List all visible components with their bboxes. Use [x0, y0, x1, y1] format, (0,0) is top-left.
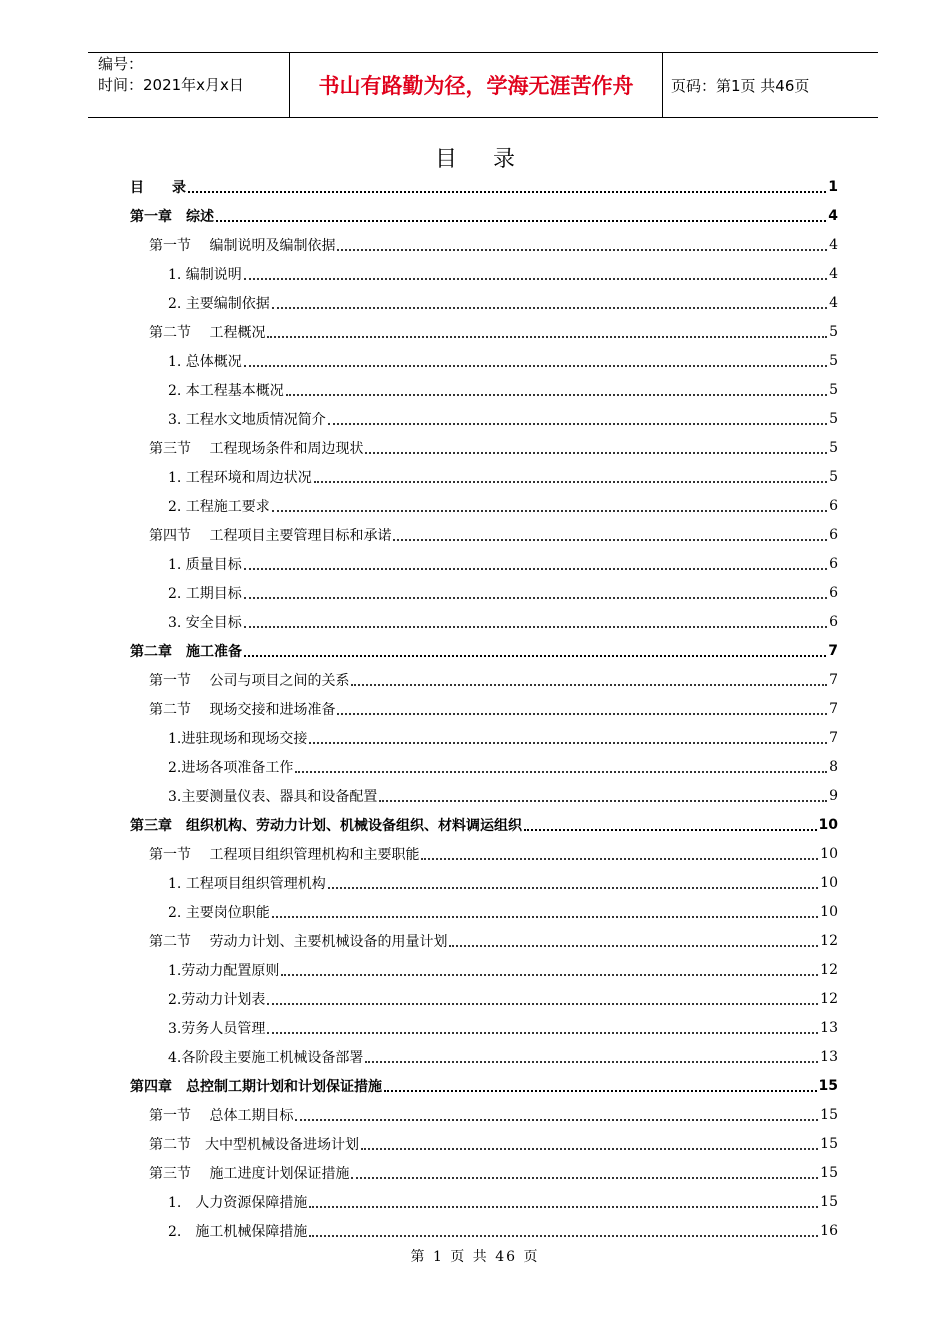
toc-entry-label: 第二节 劳动力计划、主要机械设备的用量计划	[149, 933, 448, 950]
toc-entry-label: 第一节 工程项目组织管理机构和主要职能	[149, 846, 420, 863]
toc-entry[interactable]	[130, 868, 838, 897]
page-header	[88, 52, 878, 118]
toc-entry-label: 第一章 综述	[130, 208, 214, 225]
toc-leader-dots	[309, 1205, 818, 1208]
toc-entry-label: 2. 工程施工要求	[168, 498, 270, 515]
toc-entry[interactable]	[130, 462, 838, 491]
toc-entry-page: 15	[820, 1135, 838, 1152]
toc-entry[interactable]	[130, 607, 838, 636]
toc-entry-label: 第二节 工程概况	[149, 324, 266, 341]
toc-leader-dots	[328, 422, 827, 425]
toc-leader-dots	[421, 857, 818, 860]
toc-entry-label: 1. 总体概况	[168, 353, 242, 370]
toc-entry-label: 1. 工程项目组织管理机构	[168, 875, 326, 892]
toc-entry-page: 1	[828, 178, 838, 195]
toc-leader-dots	[379, 799, 827, 802]
toc-entry[interactable]	[130, 897, 838, 926]
toc-entry-label: 2.劳动力计划表	[168, 991, 266, 1008]
toc-entry-label: 第二章 施工准备	[130, 643, 242, 660]
toc-leader-dots	[351, 1176, 818, 1179]
toc-entry-page: 4	[828, 207, 838, 224]
header-motto: 书山有路勤为径，学海无涯苦作舟	[289, 53, 663, 117]
toc-entry-page: 6	[829, 497, 838, 514]
toc-entry-page: 5	[829, 323, 838, 340]
toc-entry-page: 8	[829, 758, 838, 775]
document-number-label: 编号：	[98, 55, 144, 73]
toc-entry-page: 7	[829, 729, 838, 746]
toc-leader-dots	[393, 538, 827, 541]
page-footer: 第 1 页 共 46 页	[410, 1249, 540, 1265]
toc-entry-label: 1.进驻现场和现场交接	[168, 730, 308, 747]
toc-entry-page: 7	[828, 642, 838, 659]
toc-entry[interactable]	[130, 201, 838, 230]
toc-entry-page: 5	[829, 381, 838, 398]
toc-entry[interactable]	[130, 375, 838, 404]
toc-entry-page: 10	[820, 903, 838, 920]
toc-entry-page: 10	[820, 874, 838, 891]
toc-entry[interactable]	[130, 723, 838, 752]
toc-leader-dots	[449, 944, 818, 947]
toc-entry[interactable]	[130, 1013, 838, 1042]
toc-entry[interactable]	[130, 1100, 838, 1129]
header-left-cell	[88, 53, 289, 117]
toc-entry[interactable]	[130, 1129, 838, 1158]
toc-entry-label: 第一节 编制说明及编制依据	[149, 237, 336, 254]
toc-entry[interactable]	[130, 810, 838, 839]
toc-entry-label: 1. 质量目标	[168, 556, 242, 573]
toc-leader-dots	[365, 1060, 818, 1063]
toc-entry-page: 12	[820, 990, 838, 1007]
toc-entry[interactable]	[130, 1158, 838, 1187]
toc-entry-label: 2. 工期目标	[168, 585, 242, 602]
toc-leader-dots	[272, 306, 827, 309]
toc-entry-page: 15	[820, 1164, 838, 1181]
toc-leader-dots	[244, 277, 827, 280]
toc-entry[interactable]	[130, 781, 838, 810]
toc-entry-page: 5	[829, 468, 838, 485]
toc-leader-dots	[351, 683, 827, 686]
toc-leader-dots	[244, 654, 826, 657]
toc-entry[interactable]	[130, 259, 838, 288]
toc-entry-label: 第三章 组织机构、劳动力计划、机械设备组织、材料调运组织	[130, 817, 522, 834]
toc-entry-page: 13	[820, 1048, 838, 1065]
toc-leader-dots	[188, 190, 826, 193]
toc-entry-label: 1. 编制说明	[168, 266, 242, 283]
toc-entry-page: 7	[829, 700, 838, 717]
toc-entry[interactable]	[130, 1187, 838, 1216]
toc-leader-dots	[337, 248, 827, 251]
toc-entry-label: 1. 人力资源保障措施	[168, 1194, 308, 1211]
toc-leader-dots	[244, 625, 827, 628]
toc-entry-page: 12	[820, 932, 838, 949]
toc-leader-dots	[314, 480, 827, 483]
toc-entry[interactable]	[130, 520, 838, 549]
table-of-contents	[130, 172, 838, 1245]
toc-entry-label: 2. 主要编制依据	[168, 295, 270, 312]
toc-leader-dots	[365, 451, 827, 454]
toc-entry-page: 5	[829, 352, 838, 369]
toc-leader-dots	[286, 393, 827, 396]
toc-entry-label: 2. 主要岗位职能	[168, 904, 270, 921]
toc-entry[interactable]	[130, 433, 838, 462]
toc-entry-label: 3.劳务人员管理	[168, 1020, 266, 1037]
toc-entry-page: 4	[829, 236, 838, 253]
toc-entry[interactable]	[130, 955, 838, 984]
toc-entry-page: 7	[829, 671, 838, 688]
toc-entry-page: 6	[829, 584, 838, 601]
toc-entry-label: 2. 施工机械保障措施	[168, 1223, 308, 1240]
toc-leader-dots	[309, 741, 827, 744]
toc-entry-page: 15	[820, 1106, 838, 1123]
toc-leader-dots	[267, 335, 827, 338]
toc-entry-label: 2. 本工程基本概况	[168, 382, 284, 399]
toc-leader-dots	[216, 219, 826, 222]
toc-entry-label: 第一节 公司与项目之间的关系	[149, 672, 350, 689]
toc-leader-dots	[244, 364, 827, 367]
toc-entry[interactable]	[130, 317, 838, 346]
toc-entry-page: 10	[820, 845, 838, 862]
toc-leader-dots	[384, 1089, 817, 1092]
toc-leader-dots	[295, 1118, 818, 1121]
toc-leader-dots	[328, 886, 818, 889]
document-time-label: 时间：2021年x月x日	[98, 76, 244, 94]
toc-entry-label: 3. 安全目标	[168, 614, 242, 631]
toc-entry[interactable]	[130, 984, 838, 1013]
toc-entry-label: 第二节 大中型机械设备进场计划	[149, 1136, 359, 1153]
toc-leader-dots	[361, 1147, 818, 1150]
toc-entry-label: 3. 工程水文地质情况简介	[168, 411, 326, 428]
toc-entry[interactable]	[130, 491, 838, 520]
toc-entry[interactable]	[130, 172, 838, 201]
toc-entry[interactable]	[130, 694, 838, 723]
toc-entry[interactable]	[130, 288, 838, 317]
toc-leader-dots	[295, 770, 827, 773]
toc-entry[interactable]	[130, 230, 838, 259]
toc-entry-label: 第四章 总控制工期计划和计划保证措施	[130, 1078, 382, 1095]
toc-entry-label: 第四节 工程项目主要管理目标和承诺	[149, 527, 392, 544]
toc-entry-page: 10	[818, 816, 838, 833]
toc-entry-page: 5	[829, 410, 838, 427]
toc-entry-label: 第一节 总体工期目标	[149, 1107, 294, 1124]
toc-entry-page: 6	[829, 613, 838, 630]
toc-entry[interactable]	[130, 549, 838, 578]
header-page-info: 页码：第1页 共46页	[671, 76, 810, 95]
toc-entry[interactable]	[130, 1071, 838, 1100]
toc-entry-label: 2.进场各项准备工作	[168, 759, 294, 776]
toc-entry[interactable]	[130, 404, 838, 433]
toc-entry-page: 16	[820, 1222, 838, 1239]
toc-entry[interactable]	[130, 665, 838, 694]
toc-entry-page: 4	[829, 265, 838, 282]
toc-leader-dots	[244, 596, 827, 599]
toc-entry[interactable]	[130, 926, 838, 955]
toc-entry[interactable]	[130, 636, 838, 665]
toc-entry[interactable]	[130, 1216, 838, 1245]
toc-entry-label: 1. 工程环境和周边状况	[168, 469, 312, 486]
toc-entry-label: 4.各阶段主要施工机械设备部署	[168, 1049, 364, 1066]
toc-leader-dots	[309, 1234, 818, 1237]
toc-leader-dots	[267, 1002, 818, 1005]
toc-entry-label: 第二节 现场交接和进场准备	[149, 701, 336, 718]
toc-entry-page: 4	[829, 294, 838, 311]
toc-entry-page: 5	[829, 439, 838, 456]
toc-entry-label: 1.劳动力配置原则	[168, 962, 280, 979]
toc-entry-page: 12	[820, 961, 838, 978]
toc-entry-label: 目 录	[130, 179, 186, 196]
toc-entry-page: 15	[818, 1077, 838, 1094]
toc-leader-dots	[272, 915, 818, 918]
toc-entry[interactable]	[130, 839, 838, 868]
toc-entry[interactable]	[130, 578, 838, 607]
toc-leader-dots	[267, 1031, 818, 1034]
toc-entry-page: 9	[829, 787, 838, 804]
toc-entry-label: 第三节 施工进度计划保证措施	[149, 1165, 350, 1182]
toc-entry-label: 第三节 工程现场条件和周边现状	[149, 440, 364, 457]
page-title: 目录	[434, 147, 551, 172]
toc-entry-page: 6	[829, 526, 838, 543]
toc-entry-page: 13	[820, 1019, 838, 1036]
toc-leader-dots	[281, 973, 818, 976]
toc-entry-label: 3.主要测量仪表、器具和设备配置	[168, 788, 378, 805]
toc-leader-dots	[244, 567, 827, 570]
toc-entry-page: 15	[820, 1193, 838, 1210]
toc-leader-dots	[524, 828, 817, 831]
toc-leader-dots	[272, 509, 827, 512]
toc-leader-dots	[337, 712, 827, 715]
toc-entry[interactable]	[130, 1042, 838, 1071]
toc-entry[interactable]	[130, 752, 838, 781]
toc-entry-page: 6	[829, 555, 838, 572]
toc-entry[interactable]	[130, 346, 838, 375]
